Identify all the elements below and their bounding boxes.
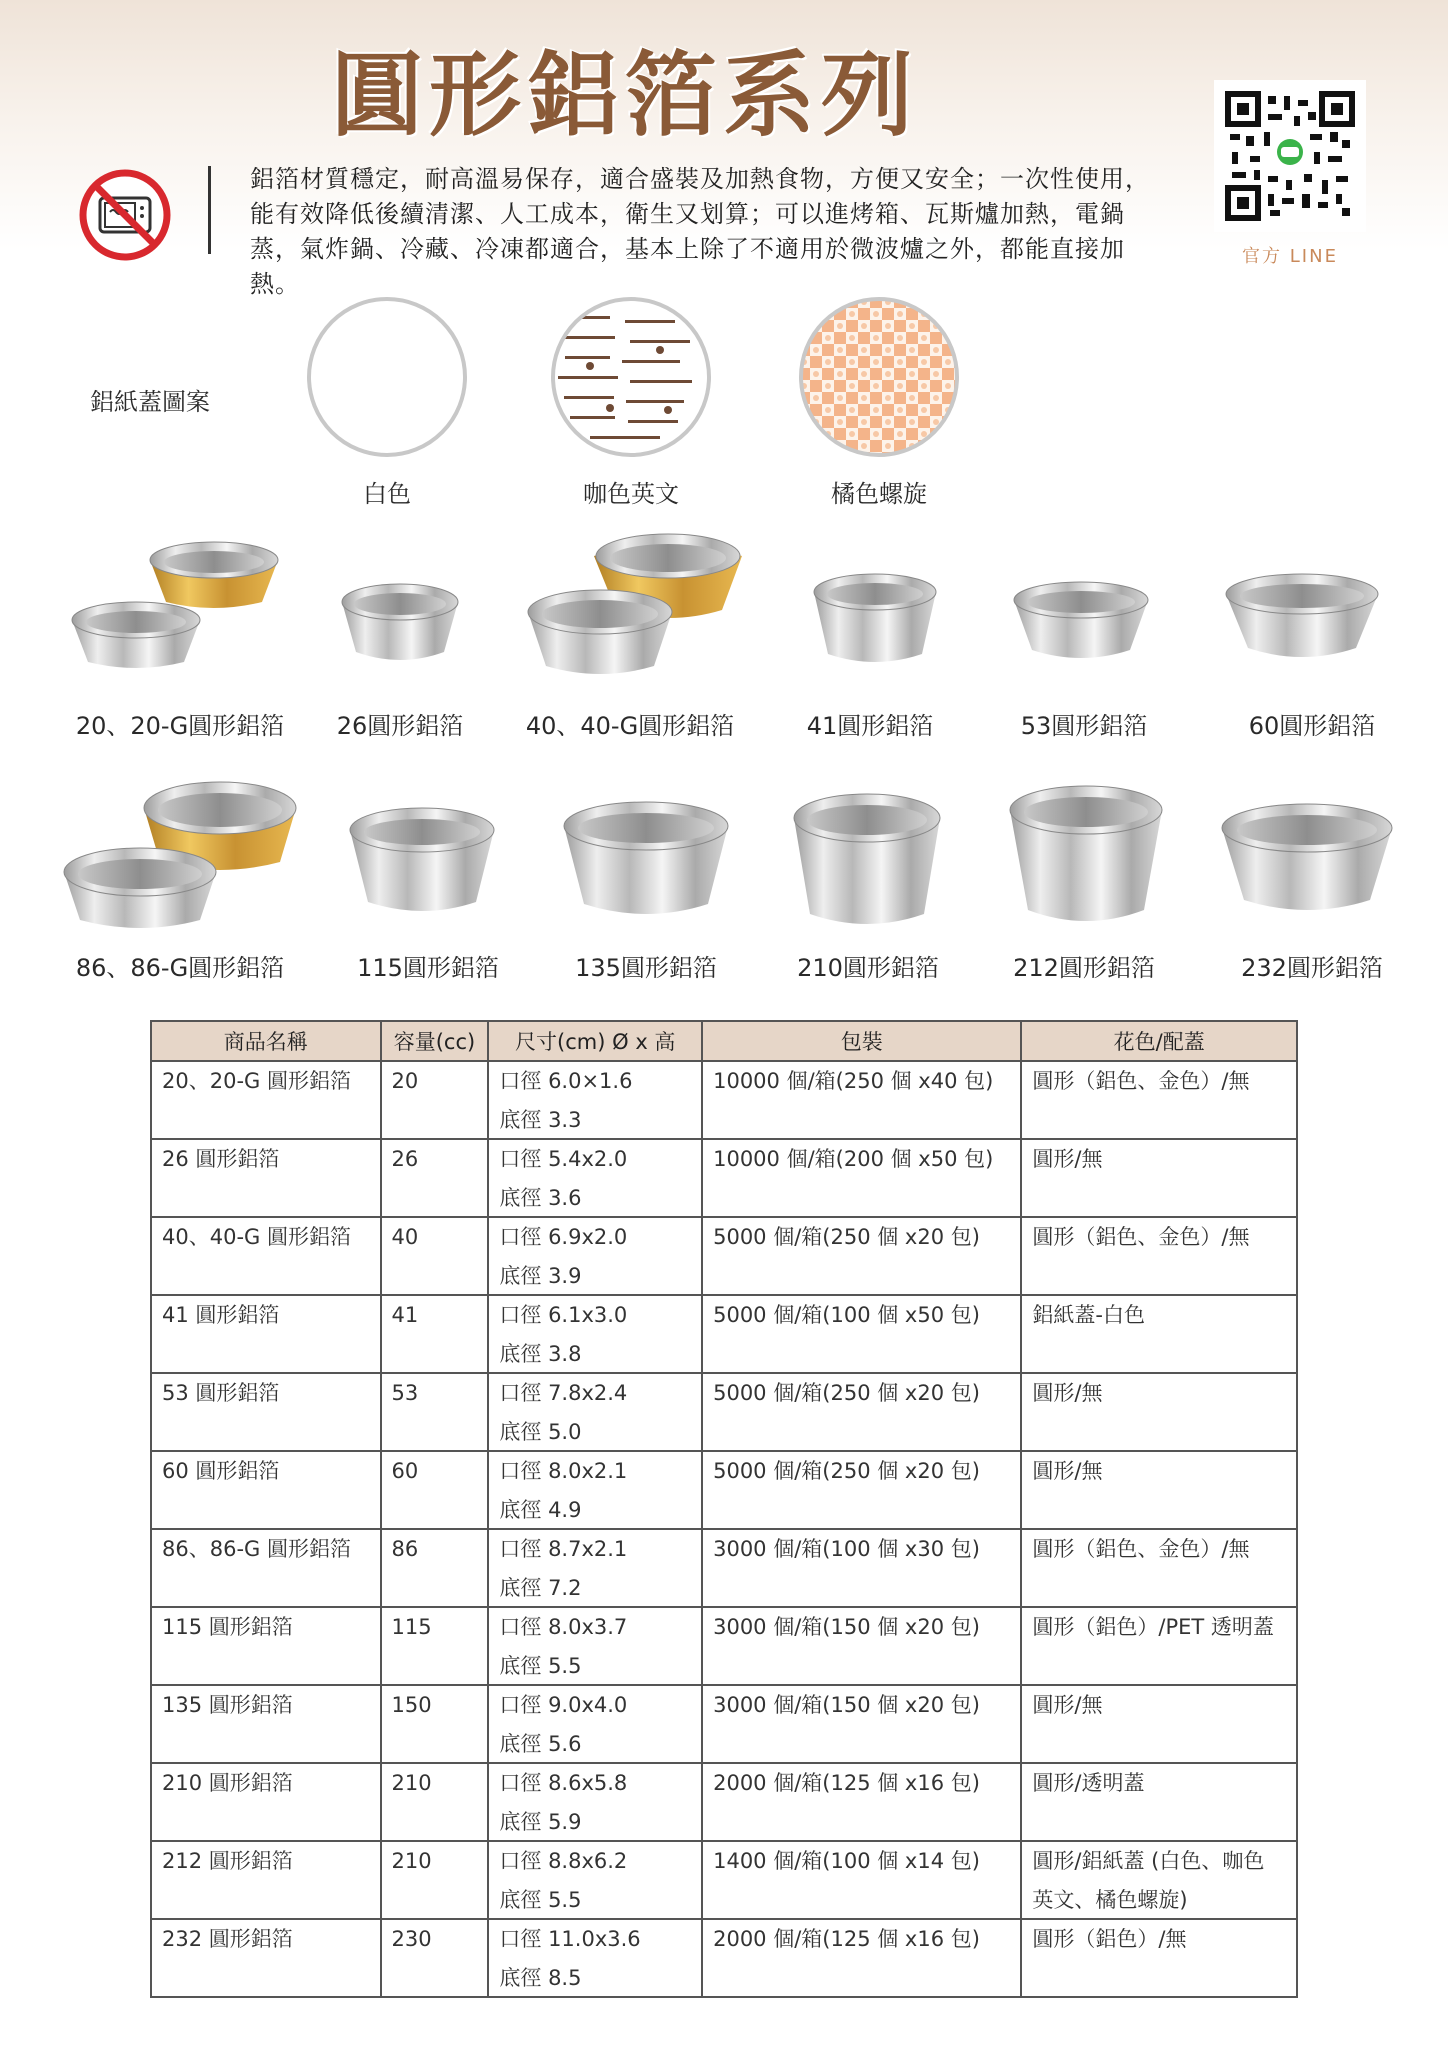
cell-style-text: 圓形（鋁色、金色）/無 bbox=[1032, 1225, 1250, 1249]
no-microwave-icon bbox=[78, 168, 172, 262]
lid-name-orange-spiral: 橘色螺旋 bbox=[831, 480, 927, 508]
table-row bbox=[151, 1217, 1297, 1295]
cell-size-text: 口徑 8.0x3.7 bbox=[499, 1615, 628, 1639]
cell-name bbox=[151, 1451, 381, 1529]
cell-size-text: 口徑 8.7x2.1 bbox=[499, 1537, 628, 1561]
cell-capacity bbox=[381, 1295, 489, 1373]
cell-capacity bbox=[381, 1139, 489, 1217]
cell-packaging bbox=[702, 1685, 1021, 1763]
cell-size-text: 口徑 6.1x3.0 bbox=[499, 1303, 628, 1327]
cell-style bbox=[1021, 1061, 1297, 1139]
table-row bbox=[151, 1139, 1297, 1217]
cell-capacity-text: 53 bbox=[391, 1381, 419, 1405]
cell-name bbox=[151, 1061, 381, 1139]
cell-name-text: 115 圓形鋁箔 bbox=[162, 1615, 293, 1639]
cell-style bbox=[1021, 1685, 1297, 1763]
cell-size-text: 底徑 3.6 bbox=[499, 1186, 582, 1210]
cell-name-text: 53 圓形鋁箔 bbox=[162, 1381, 280, 1405]
product-86-image bbox=[60, 774, 300, 934]
cell-name-text: 210 圓形鋁箔 bbox=[162, 1771, 293, 1795]
cell-size-text: 口徑 5.4x2.0 bbox=[499, 1147, 628, 1171]
product-53-image bbox=[1010, 578, 1152, 666]
product-210-image bbox=[790, 790, 944, 934]
cell-packaging bbox=[702, 1061, 1021, 1139]
cell-name bbox=[151, 1295, 381, 1373]
table-row bbox=[151, 1451, 1297, 1529]
lid-name-white: 白色 bbox=[363, 480, 411, 508]
cell-capacity bbox=[381, 1841, 489, 1919]
cell-style-text: 圓形（鋁色、金色）/無 bbox=[1032, 1069, 1250, 1093]
cell-style-text: 圓形/無 bbox=[1032, 1459, 1103, 1483]
cell-style bbox=[1021, 1607, 1297, 1685]
table-row bbox=[151, 1685, 1297, 1763]
product-60-image bbox=[1222, 570, 1382, 666]
header-style: 花色/配蓋 bbox=[1021, 1021, 1297, 1061]
cell-capacity-text: 210 bbox=[391, 1771, 432, 1795]
qr-code-icon[interactable] bbox=[1214, 80, 1366, 232]
product-20-image bbox=[66, 540, 296, 680]
cell-size-text: 底徑 5.5 bbox=[499, 1654, 582, 1678]
cell-style-text: 圓形/無 bbox=[1032, 1693, 1103, 1717]
cell-style-text: 鋁紙蓋-白色 bbox=[1032, 1303, 1145, 1327]
spec-table bbox=[150, 1020, 1298, 1998]
page-title: 圓形鋁箔系列 bbox=[330, 42, 919, 149]
cell-packaging bbox=[702, 1607, 1021, 1685]
cell-style-text: 圓形（鋁色）/無 bbox=[1032, 1927, 1187, 1951]
cell-size-text: 底徑 5.5 bbox=[499, 1888, 582, 1912]
cell-style bbox=[1021, 1139, 1297, 1217]
product-115-image bbox=[346, 804, 498, 920]
cell-name-text: 40、40-G 圓形鋁箔 bbox=[162, 1225, 351, 1249]
cell-size-text: 口徑 11.0x3.6 bbox=[499, 1927, 641, 1951]
cell-name bbox=[151, 1139, 381, 1217]
cell-capacity-text: 86 bbox=[391, 1537, 419, 1561]
cell-style-text: 圓形/無 bbox=[1032, 1147, 1103, 1171]
cell-packaging bbox=[702, 1373, 1021, 1451]
cell-capacity bbox=[381, 1763, 489, 1841]
cell-packaging bbox=[702, 1529, 1021, 1607]
cell-packaging-text: 5000 個/箱(100 個 x50 包) bbox=[713, 1303, 980, 1327]
cell-name-text: 135 圓形鋁箔 bbox=[162, 1693, 293, 1717]
cell-size bbox=[488, 1841, 702, 1919]
cell-packaging-text: 5000 個/箱(250 個 x20 包) bbox=[713, 1381, 980, 1405]
cell-style-text: 圓形/透明蓋 bbox=[1032, 1771, 1145, 1795]
table-row bbox=[151, 1763, 1297, 1841]
cell-capacity-text: 40 bbox=[391, 1225, 419, 1249]
table-row bbox=[151, 1607, 1297, 1685]
cell-packaging-text: 2000 個/箱(125 個 x16 包) bbox=[713, 1927, 980, 1951]
product-name-86: 86、86-G圓形鋁箔 bbox=[75, 954, 285, 982]
cell-name-text: 212 圓形鋁箔 bbox=[162, 1849, 293, 1873]
cell-name-text: 60 圓形鋁箔 bbox=[162, 1459, 280, 1483]
cell-size bbox=[488, 1295, 702, 1373]
product-name-41: 41圓形鋁箔 bbox=[806, 712, 934, 740]
table-row bbox=[151, 1061, 1297, 1139]
cell-packaging-text: 10000 個/箱(250 個 x40 包) bbox=[713, 1069, 994, 1093]
lid-brown-english-image bbox=[550, 296, 712, 458]
table-row bbox=[151, 1841, 1297, 1919]
header-packaging: 包裝 bbox=[702, 1021, 1021, 1061]
cell-packaging bbox=[702, 1919, 1021, 1997]
cell-packaging bbox=[702, 1841, 1021, 1919]
cell-packaging-text: 10000 個/箱(200 個 x50 包) bbox=[713, 1147, 994, 1171]
product-name-115: 115圓形鋁箔 bbox=[357, 954, 499, 982]
cell-capacity-text: 230 bbox=[391, 1927, 432, 1951]
cell-style bbox=[1021, 1217, 1297, 1295]
cell-size-text: 底徑 3.3 bbox=[499, 1108, 582, 1132]
cell-size bbox=[488, 1763, 702, 1841]
cell-size-text: 口徑 6.9x2.0 bbox=[499, 1225, 628, 1249]
cell-capacity bbox=[381, 1607, 489, 1685]
table-row bbox=[151, 1919, 1297, 1997]
cell-name bbox=[151, 1529, 381, 1607]
product-name-210: 210圓形鋁箔 bbox=[797, 954, 939, 982]
cell-size bbox=[488, 1607, 702, 1685]
cell-capacity bbox=[381, 1217, 489, 1295]
cell-capacity bbox=[381, 1451, 489, 1529]
cell-style-text: 英文、橘色螺旋) bbox=[1032, 1888, 1188, 1912]
product-135-image bbox=[560, 798, 732, 924]
cell-size-text: 底徑 8.5 bbox=[499, 1966, 582, 1990]
product-212-image bbox=[1006, 782, 1166, 932]
cell-size-text: 口徑 6.0×1.6 bbox=[499, 1069, 633, 1093]
cell-name-text: 26 圓形鋁箔 bbox=[162, 1147, 280, 1171]
cell-packaging-text: 3000 個/箱(150 個 x20 包) bbox=[713, 1693, 980, 1717]
cell-style bbox=[1021, 1529, 1297, 1607]
cell-packaging-text: 3000 個/箱(150 個 x20 包) bbox=[713, 1615, 980, 1639]
cell-capacity-text: 26 bbox=[391, 1147, 419, 1171]
cell-capacity-text: 210 bbox=[391, 1849, 432, 1873]
lid-section-label: 鋁紙蓋圖案 bbox=[90, 388, 210, 416]
cell-packaging-text: 1400 個/箱(100 個 x14 包) bbox=[713, 1849, 980, 1873]
cell-style bbox=[1021, 1919, 1297, 1997]
cell-packaging-text: 2000 個/箱(125 個 x16 包) bbox=[713, 1771, 980, 1795]
cell-packaging-text: 5000 個/箱(250 個 x20 包) bbox=[713, 1459, 980, 1483]
lid-white-image bbox=[306, 296, 468, 458]
cell-size-text: 底徑 3.8 bbox=[499, 1342, 582, 1366]
cell-name-text: 232 圓形鋁箔 bbox=[162, 1927, 293, 1951]
cell-size-text: 口徑 8.6x5.8 bbox=[499, 1771, 628, 1795]
cell-packaging-text: 5000 個/箱(250 個 x20 包) bbox=[713, 1225, 980, 1249]
cell-capacity bbox=[381, 1529, 489, 1607]
cell-size-text: 底徑 3.9 bbox=[499, 1264, 582, 1288]
cell-capacity bbox=[381, 1685, 489, 1763]
header-capacity: 容量(cc) bbox=[381, 1021, 489, 1061]
cell-capacity bbox=[381, 1373, 489, 1451]
product-name-53: 53圓形鋁箔 bbox=[1020, 712, 1148, 740]
cell-name bbox=[151, 1841, 381, 1919]
header-name: 商品名稱 bbox=[151, 1021, 381, 1061]
cell-name bbox=[151, 1763, 381, 1841]
cell-size-text: 口徑 8.8x6.2 bbox=[499, 1849, 628, 1873]
product-41-image bbox=[810, 570, 940, 670]
cell-packaging bbox=[702, 1451, 1021, 1529]
table-header-row bbox=[151, 1021, 1297, 1061]
cell-size bbox=[488, 1217, 702, 1295]
cell-capacity bbox=[381, 1919, 489, 1997]
cell-size-text: 口徑 8.0x2.1 bbox=[499, 1459, 628, 1483]
cell-style-text: 圓形/鋁紙蓋 (白色、咖色 bbox=[1032, 1849, 1265, 1873]
intro-text: 鋁箔材質穩定，耐高溫易保存，適合盛裝及加熱食物，方便又安全；一次性使用，能有效降低後續清潔、人工成本，衛生又划算；可以進烤箱、瓦斯爐加熱，電鍋蒸，氣炸鍋、冷藏、冷凍都適合，基本上除了不適用於微波爐之外，都能直接加熱。 bbox=[250, 165, 1150, 298]
product-name-40: 40、40-G圓形鋁箔 bbox=[525, 712, 735, 740]
cell-capacity-text: 41 bbox=[391, 1303, 419, 1327]
cell-size bbox=[488, 1373, 702, 1451]
cell-size bbox=[488, 1685, 702, 1763]
cell-name-text: 41 圓形鋁箔 bbox=[162, 1303, 280, 1327]
cell-capacity-text: 150 bbox=[391, 1693, 432, 1717]
cell-size-text: 口徑 9.0x4.0 bbox=[499, 1693, 628, 1717]
lid-orange-spiral-image bbox=[798, 296, 960, 458]
cell-packaging bbox=[702, 1139, 1021, 1217]
cell-size bbox=[488, 1529, 702, 1607]
cell-size-text: 底徑 4.9 bbox=[499, 1498, 582, 1522]
cell-capacity-text: 115 bbox=[391, 1615, 432, 1639]
product-name-26: 26圓形鋁箔 bbox=[336, 712, 464, 740]
cell-name bbox=[151, 1919, 381, 1997]
cell-size-text: 底徑 5.6 bbox=[499, 1732, 582, 1756]
cell-size-text: 口徑 7.8x2.4 bbox=[499, 1381, 628, 1405]
product-name-135: 135圓形鋁箔 bbox=[575, 954, 717, 982]
cell-packaging-text: 3000 個/箱(100 個 x30 包) bbox=[713, 1537, 980, 1561]
cell-style-text: 圓形（鋁色）/PET 透明蓋 bbox=[1032, 1615, 1274, 1639]
product-name-20: 20、20-G圓形鋁箔 bbox=[75, 712, 285, 740]
cell-name bbox=[151, 1607, 381, 1685]
cell-size bbox=[488, 1919, 702, 1997]
cell-capacity bbox=[381, 1061, 489, 1139]
cell-style bbox=[1021, 1841, 1297, 1919]
table-row bbox=[151, 1373, 1297, 1451]
cell-style-text: 圓形/無 bbox=[1032, 1381, 1103, 1405]
product-name-212: 212圓形鋁箔 bbox=[1013, 954, 1155, 982]
product-40-image bbox=[524, 530, 744, 690]
product-26-image bbox=[338, 580, 462, 670]
cell-style-text: 圓形（鋁色、金色）/無 bbox=[1032, 1537, 1250, 1561]
cell-size bbox=[488, 1139, 702, 1217]
cell-packaging bbox=[702, 1295, 1021, 1373]
cell-style bbox=[1021, 1373, 1297, 1451]
cell-size-text: 底徑 5.9 bbox=[499, 1810, 582, 1834]
cell-name bbox=[151, 1373, 381, 1451]
header-size: 尺寸(cm) Ø x 高 bbox=[488, 1021, 702, 1061]
product-name-60: 60圓形鋁箔 bbox=[1248, 712, 1376, 740]
cell-name-text: 86、86-G 圓形鋁箔 bbox=[162, 1537, 351, 1561]
line-label: 官方 LINE bbox=[1242, 246, 1338, 267]
product-232-image bbox=[1218, 800, 1396, 920]
cell-capacity-text: 60 bbox=[391, 1459, 419, 1483]
lid-name-brown-english: 咖色英文 bbox=[583, 480, 679, 508]
cell-packaging bbox=[702, 1217, 1021, 1295]
table-row bbox=[151, 1295, 1297, 1373]
cell-name bbox=[151, 1217, 381, 1295]
table-row bbox=[151, 1529, 1297, 1607]
cell-style bbox=[1021, 1763, 1297, 1841]
cell-style bbox=[1021, 1295, 1297, 1373]
cell-name-text: 20、20-G 圓形鋁箔 bbox=[162, 1069, 351, 1093]
cell-style bbox=[1021, 1451, 1297, 1529]
cell-capacity-text: 20 bbox=[391, 1069, 419, 1093]
product-name-232: 232圓形鋁箔 bbox=[1241, 954, 1383, 982]
cell-packaging bbox=[702, 1763, 1021, 1841]
cell-size bbox=[488, 1451, 702, 1529]
cell-size bbox=[488, 1061, 702, 1139]
cell-size-text: 底徑 5.0 bbox=[499, 1420, 582, 1444]
cell-name bbox=[151, 1685, 381, 1763]
divider bbox=[208, 166, 211, 254]
cell-size-text: 底徑 7.2 bbox=[499, 1576, 582, 1600]
